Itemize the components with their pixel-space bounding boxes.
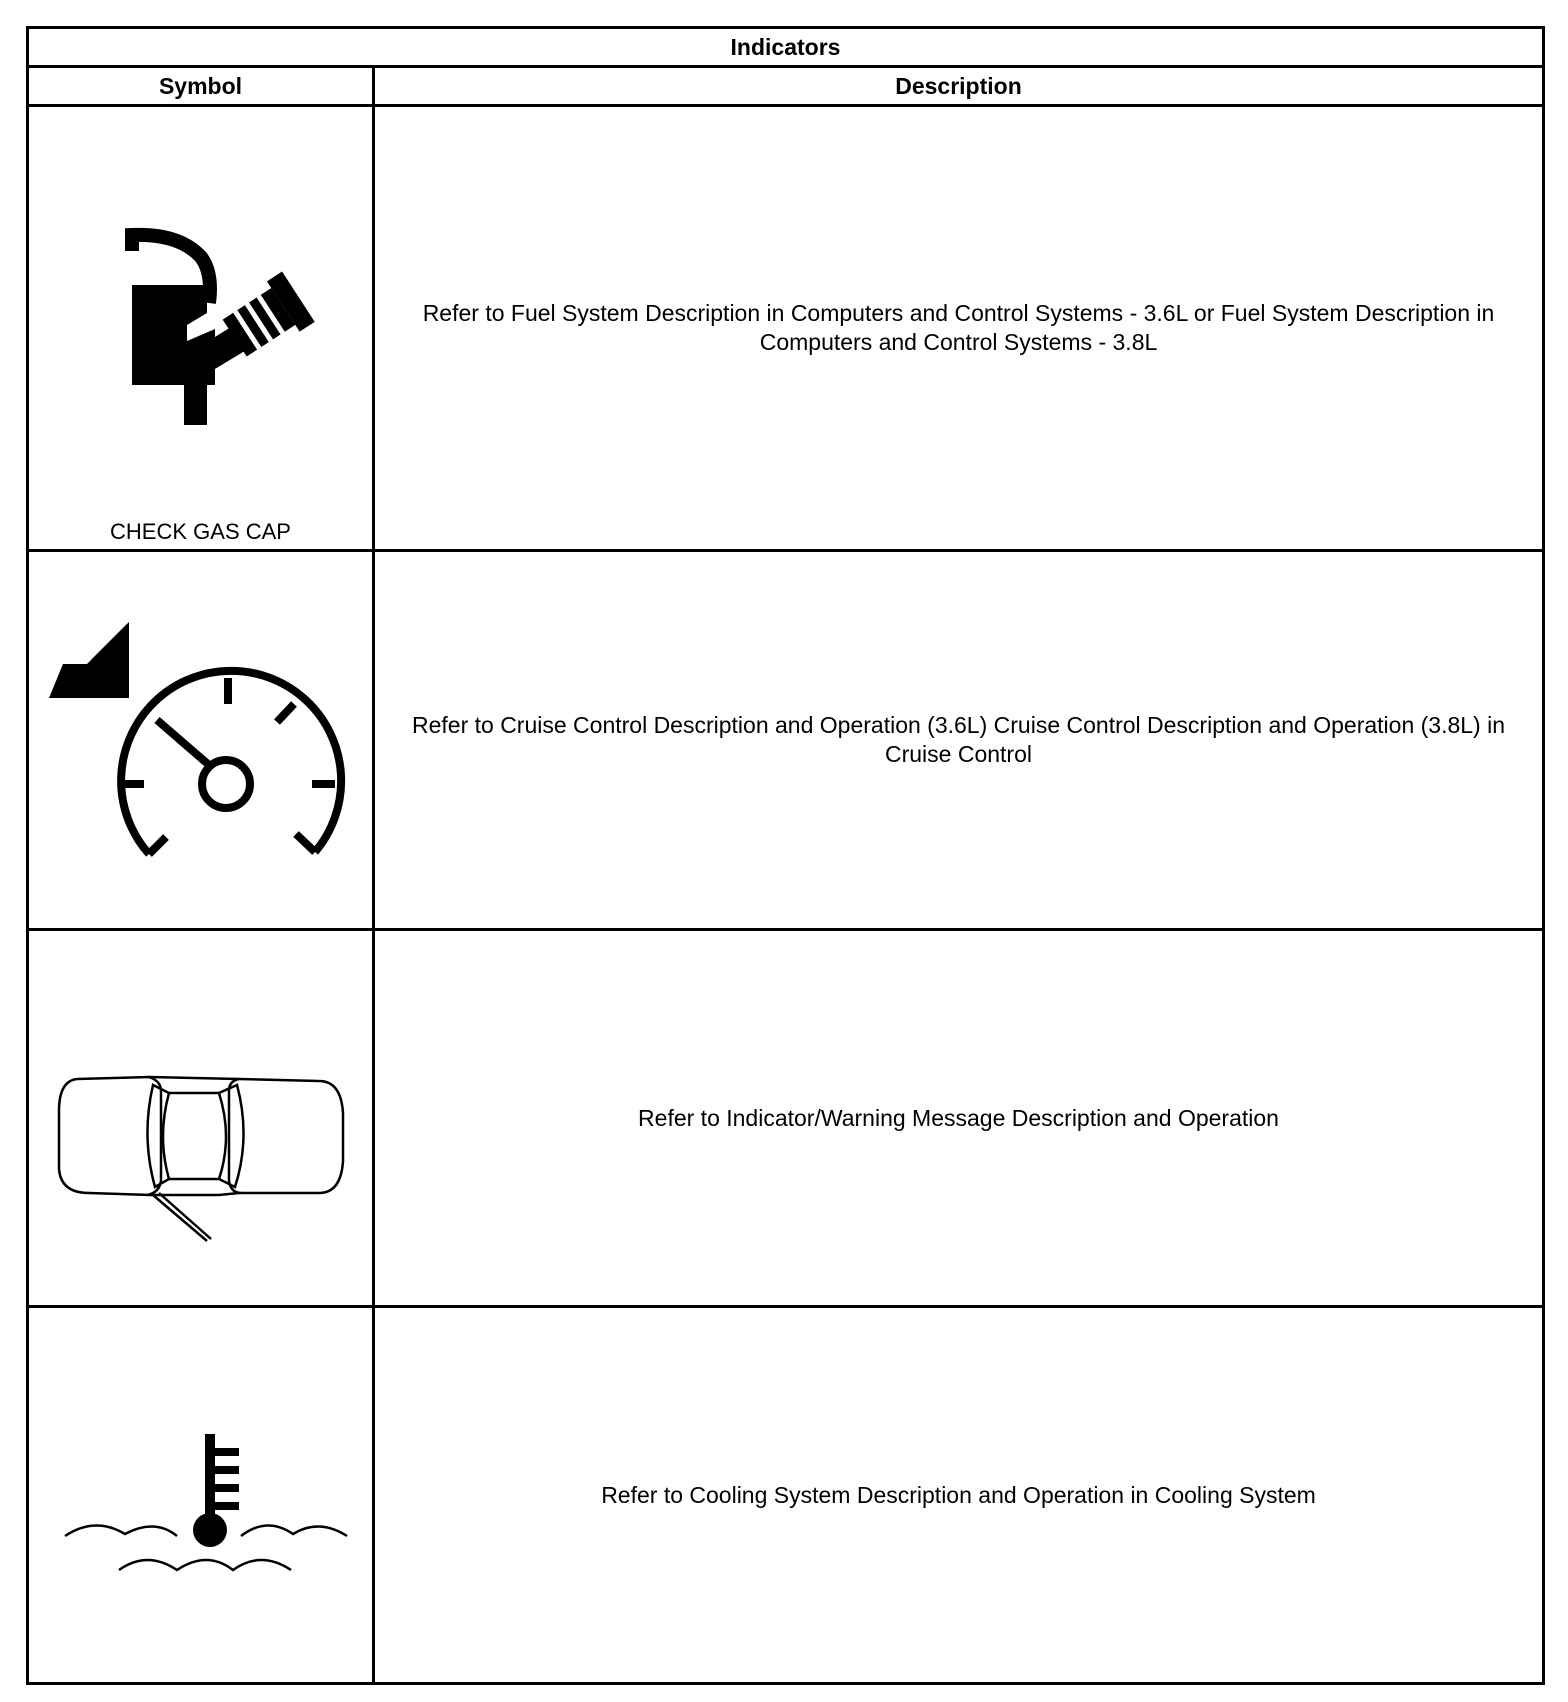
- column-header-row: [28, 67, 1544, 106]
- door-ajar-icon: [29, 931, 375, 1305]
- symbol-wrap: [29, 1308, 372, 1682]
- symbol-caption: CHECK GAS CAP: [110, 519, 291, 544]
- description-cell: Refer to Cruise Control Description and Operation (3.6L) Cruise Control Description and Operation (3.8L) in Cruise Control: [374, 551, 1544, 930]
- column-header-description: Description: [374, 67, 1544, 106]
- description-cell: Refer to Cooling System Description and Operation in Cooling System: [374, 1307, 1544, 1684]
- description-cell: Refer to Indicator/Warning Message Description and Operation: [374, 930, 1544, 1307]
- symbol-cell: [28, 1307, 374, 1684]
- table-row: [28, 1307, 1544, 1684]
- table-row: [28, 106, 1544, 551]
- table-title-row: [28, 28, 1544, 67]
- symbol-wrap: [29, 107, 372, 549]
- column-header-symbol: Symbol: [28, 67, 374, 106]
- table-row: [28, 930, 1544, 1307]
- indicators-table: [26, 26, 1545, 1685]
- coolant-temperature-icon: [29, 1308, 375, 1682]
- symbol-cell: [28, 551, 374, 930]
- cruise-control-icon: [29, 552, 375, 928]
- check-gas-cap-icon: [29, 107, 375, 549]
- description-cell: Refer to Fuel System Description in Computers and Control Systems - 3.6L or Fuel System Description in Computers and Control Systems - 3.8L: [374, 106, 1544, 551]
- symbol-cell: [28, 930, 374, 1307]
- symbol-wrap: [29, 931, 372, 1305]
- table-title: Indicators: [28, 28, 1544, 67]
- symbol-wrap: [29, 552, 372, 928]
- symbol-cell: [28, 106, 374, 551]
- table-row: [28, 551, 1544, 930]
